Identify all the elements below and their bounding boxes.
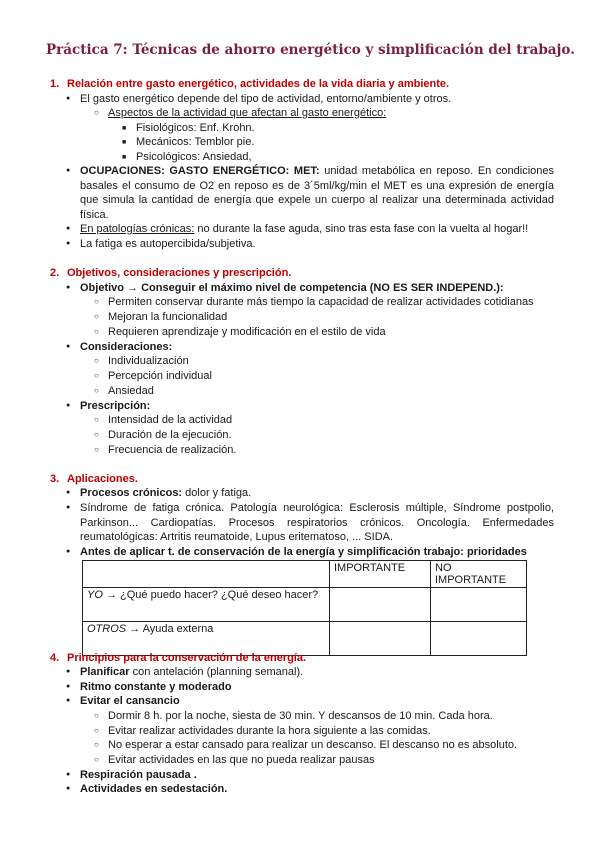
item-text: unidad metabólica en reposo. En condiciones basales el consumo de O2 en reposo es de 3´5ml/kg/min el MET es una expresión de energía que simula la cantidad de energía que expele un cuerpo al realizar una determinada actividad física.	[80, 165, 554, 221]
item-text: Ritmo constante y moderado	[80, 681, 232, 693]
item-text: Antes de aplicar t. de conservación de la energía y simplificación trabajo: prioridades	[80, 546, 527, 558]
list-item	[94, 709, 493, 724]
item-text: Objetivo → Conseguir el máximo nivel de competencia (NO ES SER INDEPEND.):	[80, 282, 504, 294]
list-item	[66, 768, 197, 783]
item-text: Prescripción:	[80, 400, 151, 412]
underlined-label: En patologías crónicas:	[80, 223, 195, 235]
bullet-icon	[66, 665, 80, 680]
section-2-heading	[50, 266, 291, 281]
priorities-table	[82, 560, 527, 656]
bullet-icon	[66, 768, 80, 783]
document-title: Práctica 7: Técnicas de ahorro energético y simplificación del trabajo.	[46, 42, 575, 58]
circle-bullet-icon	[94, 310, 108, 325]
section-title: Objetivos, consideraciones y prescripción.	[67, 267, 292, 279]
section-number: 1.	[50, 78, 60, 90]
item-text: Mecánicos: Temblor pie.	[136, 136, 255, 148]
list-item	[66, 399, 150, 414]
item-text: Aspectos de la actividad que afectan al gasto energético:	[108, 107, 387, 119]
list-item	[94, 295, 534, 310]
conditions-paragraph: Síndrome de fatiga crónica. Patología neurológica: Esclerosis múltiple, Síndrome postpolio, Parkinson... Cardiopatías. Procesos respiratorios crónicos. Oncología. Enfermedades reumatológicas: Artritis reumatoide, Lupus eritematoso, ... SIDA.	[80, 502, 554, 544]
square-bullet-icon	[122, 135, 136, 151]
list-item	[66, 545, 527, 560]
table-header-cell: NO IMPORTANTE	[431, 561, 527, 588]
bullet-marker	[66, 501, 80, 516]
circle-bullet-icon	[94, 428, 108, 443]
bullet-icon	[66, 237, 80, 252]
bullet-icon	[66, 340, 80, 355]
list-item	[94, 724, 431, 739]
bullet-icon	[66, 501, 80, 516]
list-item	[66, 340, 172, 355]
item-text: Evitar realizar actividades durante la hora siguiente a las comidas.	[108, 725, 431, 737]
bullet-icon	[66, 782, 80, 797]
table-header-cell: IMPORTANTE	[330, 561, 431, 588]
table-cell	[83, 588, 330, 622]
circle-bullet-icon	[94, 106, 108, 121]
list-item	[94, 428, 232, 443]
circle-bullet-icon	[94, 354, 108, 369]
item-text: Permiten conservar durante más tiempo la capacidad de realizar actividades cotidianas	[108, 296, 534, 308]
bullet-icon	[66, 545, 80, 560]
item-text: Evitar actividades en las que no pueda realizar pausas	[108, 754, 375, 766]
bold-label: Procesos crónicos:	[80, 487, 183, 499]
item-text: Intensidad de la actividad	[108, 414, 233, 426]
bullet-icon	[66, 164, 80, 179]
section-3-heading	[50, 472, 138, 487]
met-paragraph	[80, 164, 554, 222]
list-item	[122, 135, 254, 151]
item-text: La fatiga es autopercibida/subjetiva.	[80, 238, 256, 250]
list-item	[66, 486, 251, 501]
item-text: con antelación (planning semanal).	[129, 666, 304, 678]
item-text: Respiración pausada .	[80, 769, 197, 781]
section-number: 4.	[50, 652, 60, 664]
circle-bullet-icon	[94, 738, 108, 753]
list-item	[94, 753, 375, 768]
circle-bullet-icon	[94, 709, 108, 724]
item-text: Frecuencia de realización.	[108, 444, 237, 456]
section-4-heading	[50, 651, 306, 666]
circle-bullet-icon	[94, 384, 108, 399]
list-item	[94, 354, 189, 369]
item-text: Psicológicos: Ansiedad,	[136, 151, 252, 163]
list-item	[66, 782, 227, 797]
row-text: → ¿Qué puedo hacer? ¿Qué deseo hacer?	[102, 589, 319, 601]
item-text: Percepción individual	[108, 370, 212, 382]
bullet-icon	[66, 222, 80, 237]
list-item	[94, 738, 517, 753]
bullet-icon	[66, 281, 80, 296]
table-cell	[431, 622, 527, 656]
circle-bullet-icon	[94, 369, 108, 384]
list-item	[66, 665, 303, 680]
circle-bullet-icon	[94, 443, 108, 458]
table-header-row	[83, 561, 527, 588]
item-text: No esperar a estar cansado para realizar un descanso. El descanso no es absoluto.	[108, 739, 518, 751]
bullet-icon	[66, 486, 80, 501]
row-subject: OTROS	[87, 623, 127, 635]
item-text: Consideraciones:	[80, 341, 173, 353]
list-item	[66, 680, 232, 695]
bold-label: Planificar	[80, 666, 130, 678]
item-text: Fisiológicos: Enf. Krohn.	[136, 122, 255, 134]
section-1-heading	[50, 77, 449, 92]
section-title: Aplicaciones.	[67, 473, 138, 485]
bullet-icon	[66, 92, 80, 107]
item-text: Mejoran la funcionalidad	[108, 311, 228, 323]
bullet-icon	[66, 399, 80, 414]
list-item	[94, 369, 212, 384]
table-header-cell	[83, 561, 330, 588]
bullet-icon	[66, 680, 80, 695]
section-number: 2.	[50, 267, 60, 279]
list-item	[94, 413, 232, 428]
list-item	[94, 325, 386, 340]
section-title: Relación entre gasto energético, actividades de la vida diaria y ambiente.	[67, 78, 450, 90]
item-text: Evitar el cansancio	[80, 695, 180, 707]
list-item	[66, 237, 256, 252]
section-number: 3.	[50, 473, 60, 485]
item-text: Duración de la ejecución.	[108, 429, 232, 441]
section-title: Principios para la conservación de la energía.	[67, 652, 307, 664]
list-item	[66, 92, 451, 107]
list-item	[94, 106, 386, 121]
table-cell	[330, 588, 431, 622]
item-text: Individualización	[108, 355, 189, 367]
list-item	[66, 281, 504, 296]
circle-bullet-icon	[94, 413, 108, 428]
item-text: Ansiedad	[108, 385, 154, 397]
circle-bullet-icon	[94, 295, 108, 310]
item-text: Dormir 8 h. por la noche, siesta de 30 min. Y descansos de 10 min. Cada hora.	[108, 710, 493, 722]
list-item	[66, 222, 528, 237]
table-cell	[431, 588, 527, 622]
bold-label: OCUPACIONES: GASTO ENERGÉTICO: MET:	[80, 165, 320, 177]
bullet-icon	[66, 694, 80, 709]
table-cell	[330, 622, 431, 656]
circle-bullet-icon	[94, 724, 108, 739]
list-item	[66, 694, 180, 709]
item-text: dolor y fatiga.	[182, 487, 252, 499]
row-text: → Ayuda externa	[126, 623, 214, 635]
item-text: El gasto energético depende del tipo de actividad, entorno/ambiente y otros.	[80, 93, 452, 105]
circle-bullet-icon	[94, 753, 108, 768]
table-row	[83, 588, 527, 622]
circle-bullet-icon	[94, 325, 108, 340]
item-text: no durante la fase aguda, sino tras esta fase con la vuelta al hogar!!	[194, 223, 529, 235]
bullet-marker	[66, 164, 80, 179]
row-subject: YO	[87, 589, 103, 601]
list-item	[94, 384, 154, 399]
item-text: Actividades en sedestación.	[80, 783, 228, 795]
list-item	[94, 443, 236, 458]
list-item	[94, 310, 227, 325]
item-text: Requieren aprendizaje y modificación en el estilo de vida	[108, 326, 386, 338]
